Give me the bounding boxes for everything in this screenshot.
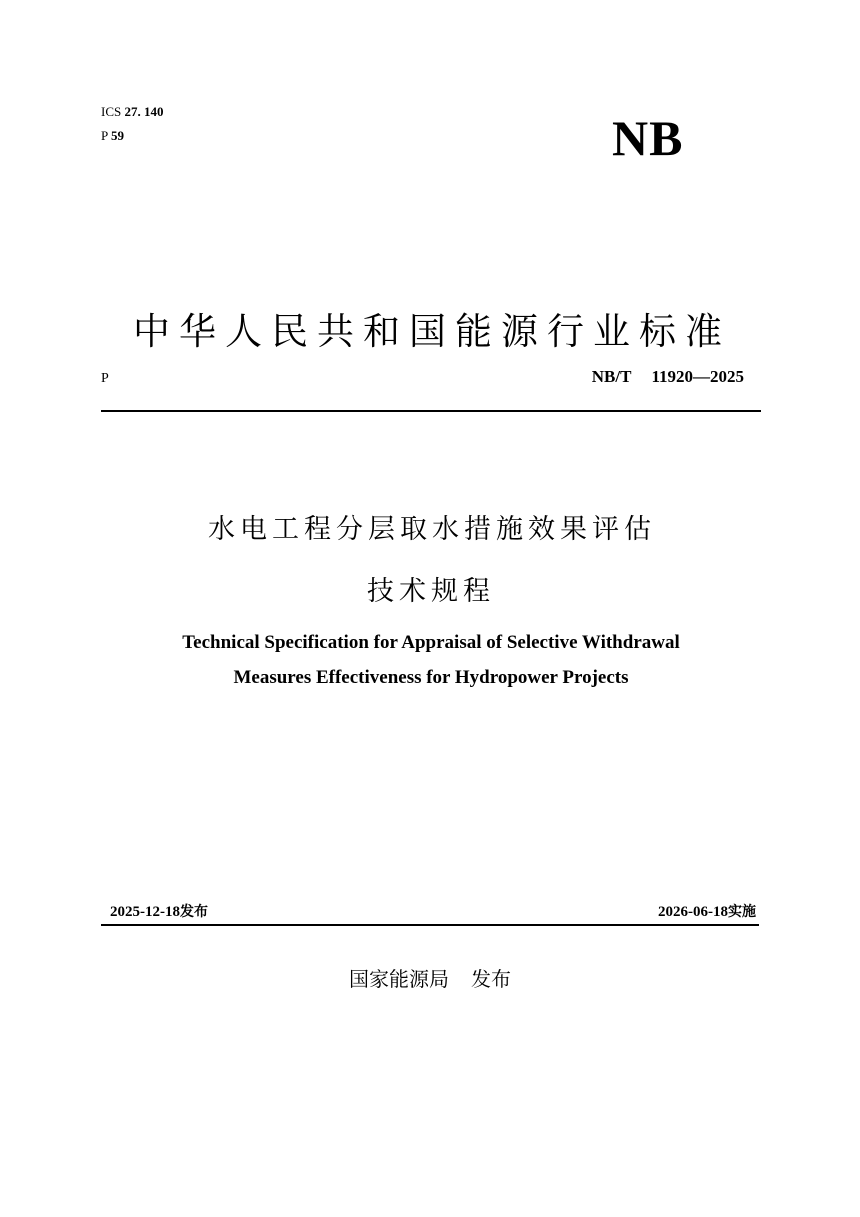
english-title-line-2: Measures Effectiveness for Hydropower Projects: [233, 667, 629, 688]
standard-number: [592, 366, 744, 388]
category-letter: P: [101, 371, 109, 386]
publisher-name: 国家能源局: [349, 967, 449, 991]
ics-label: ICS: [101, 104, 122, 119]
issue-label: 发布: [180, 904, 208, 920]
implement-label: 实施: [728, 904, 756, 920]
nb-logo: NB: [612, 110, 684, 166]
issue-date: 2025-12-18: [110, 904, 180, 920]
publisher-action: 发布: [471, 967, 511, 991]
english-title-line-1: Technical Specification for Appraisal of Selective Withdrawal: [182, 632, 680, 653]
standard-number-prefix: NB/T: [591, 367, 632, 386]
ccs-label: P: [101, 128, 108, 143]
chinese-title-line-1: 水电工程分层取水措施效果评估: [208, 514, 656, 545]
ccs-code-line: [101, 128, 124, 144]
top-divider: [101, 410, 761, 412]
ccs-code: 59: [111, 128, 124, 143]
implement-date-line: [658, 901, 756, 923]
issue-date-line: [110, 901, 208, 923]
publisher-line: [0, 963, 860, 995]
ics-code-line: [101, 104, 163, 120]
implement-date: 2026-06-18: [658, 904, 728, 920]
bottom-divider: [101, 924, 759, 926]
chinese-title-line-2: 技术规程: [367, 576, 495, 607]
industry-standard-title: 中华人民共和国能源行业标准: [133, 310, 731, 353]
ics-code: 27. 140: [124, 104, 164, 119]
standard-number-value: 11920—2025: [651, 367, 744, 386]
